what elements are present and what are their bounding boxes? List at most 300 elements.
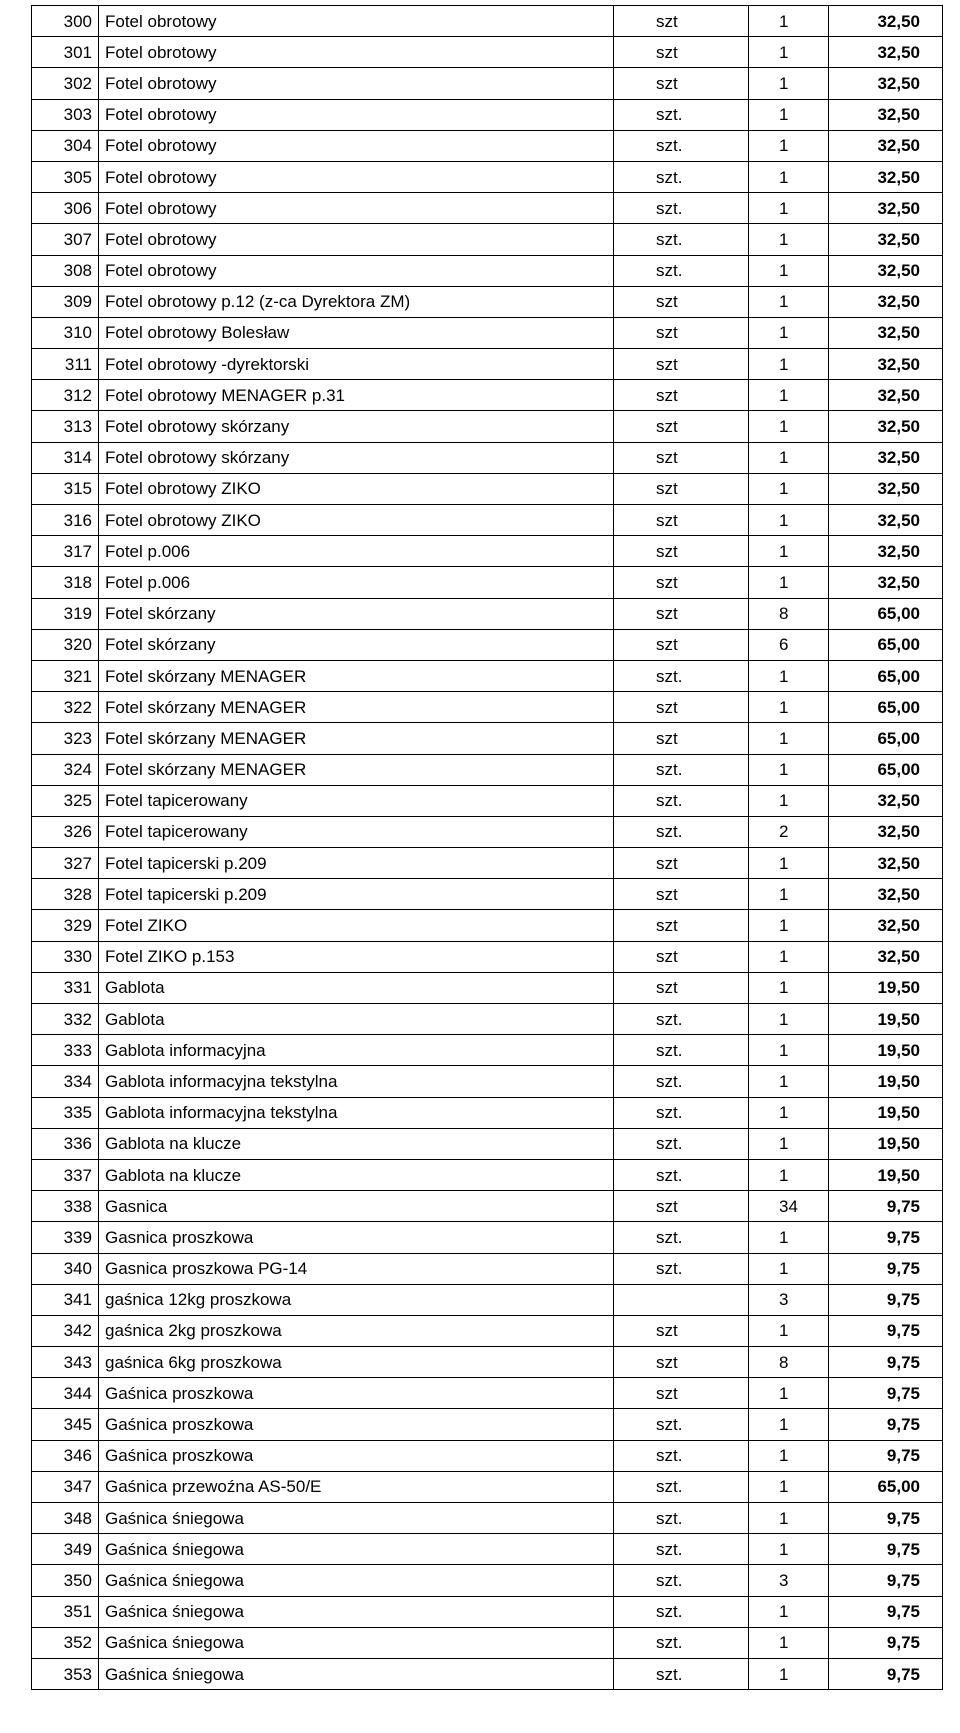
item-name-cell: Fotel obrotowy skórzany <box>99 442 614 473</box>
quantity-cell <box>749 68 829 99</box>
quantity-cell <box>749 1066 829 1097</box>
price-cell: 9,75 <box>829 1347 943 1378</box>
quantity-cell-text: 1 <box>779 479 789 499</box>
item-name-cell: Gablota informacyjna <box>99 1035 614 1066</box>
table-row <box>32 6 943 37</box>
item-name-cell: Fotel ZIKO <box>99 910 614 941</box>
item-name-cell: gaśnica 12kg proszkowa <box>99 1284 614 1315</box>
unit-cell <box>614 1627 749 1658</box>
item-name-cell: Gaśnica śniegowa <box>99 1627 614 1658</box>
unit-cell-text: szt <box>656 916 678 936</box>
inventory-table-body <box>32 6 943 1690</box>
quantity-cell-text: 1 <box>779 1602 789 1622</box>
row-number-cell: 327 <box>32 848 99 879</box>
row-number-cell: 301 <box>32 37 99 68</box>
unit-cell-text: szt. <box>656 229 683 249</box>
quantity-cell-text: 2 <box>779 822 789 842</box>
row-number-cell: 333 <box>32 1035 99 1066</box>
quantity-cell <box>749 1284 829 1315</box>
price-cell: 19,50 <box>829 1035 943 1066</box>
unit-cell-text: szt. <box>656 1103 683 1123</box>
quantity-cell <box>749 723 829 754</box>
price-cell: 9,75 <box>829 1409 943 1440</box>
quantity-cell <box>749 598 829 629</box>
table-row <box>32 161 943 192</box>
price-cell: 19,50 <box>829 972 943 1003</box>
item-name-cell: Gasnica proszkowa <box>99 1222 614 1253</box>
unit-cell-text: szt. <box>656 136 683 156</box>
quantity-cell <box>749 411 829 442</box>
unit-cell <box>614 130 749 161</box>
quantity-cell <box>749 972 829 1003</box>
quantity-cell-text: 1 <box>779 978 789 998</box>
price-cell: 32,50 <box>829 411 943 442</box>
quantity-cell-text: 1 <box>779 1508 789 1528</box>
item-name-cell: Fotel obrotowy <box>99 161 614 192</box>
price-cell: 65,00 <box>829 723 943 754</box>
row-number-cell: 305 <box>32 161 99 192</box>
table-row <box>32 1222 943 1253</box>
quantity-cell-text: 1 <box>779 1071 789 1091</box>
unit-cell-text: szt <box>656 11 678 31</box>
quantity-cell-text: 8 <box>779 1352 789 1372</box>
price-cell: 32,50 <box>829 567 943 598</box>
unit-cell <box>614 879 749 910</box>
quantity-cell <box>749 286 829 317</box>
table-row <box>32 37 943 68</box>
unit-cell-text: szt <box>656 292 678 312</box>
row-number-cell: 321 <box>32 660 99 691</box>
quantity-cell-text: 1 <box>779 1633 789 1653</box>
quantity-cell-text: 1 <box>779 136 789 156</box>
quantity-cell-text: 1 <box>779 448 789 468</box>
quantity-cell <box>749 317 829 348</box>
quantity-cell <box>749 193 829 224</box>
unit-cell-text: szt <box>656 604 678 624</box>
quantity-cell-text: 1 <box>779 666 789 686</box>
unit-cell-text: szt <box>656 510 678 530</box>
unit-cell <box>614 1159 749 1190</box>
row-number-cell: 345 <box>32 1409 99 1440</box>
row-number-cell: 325 <box>32 785 99 816</box>
table-row <box>32 941 943 972</box>
table-row <box>32 848 943 879</box>
table-row <box>32 411 943 442</box>
item-name-cell: Gablota informacyjna tekstylna <box>99 1097 614 1128</box>
item-name-cell: Fotel obrotowy <box>99 99 614 130</box>
item-name-cell: Fotel obrotowy <box>99 6 614 37</box>
unit-cell <box>614 1004 749 1035</box>
unit-cell-text: szt. <box>656 105 683 125</box>
unit-cell <box>614 723 749 754</box>
unit-cell-text: szt <box>656 1352 678 1372</box>
table-row <box>32 1596 943 1627</box>
quantity-cell <box>749 442 829 473</box>
row-number-cell: 349 <box>32 1534 99 1565</box>
row-number-cell: 331 <box>32 972 99 1003</box>
quantity-cell-text: 1 <box>779 1383 789 1403</box>
quantity-cell <box>749 941 829 972</box>
quantity-cell-text: 1 <box>779 1477 789 1497</box>
table-row <box>32 255 943 286</box>
price-cell: 32,50 <box>829 536 943 567</box>
row-number-cell: 329 <box>32 910 99 941</box>
item-name-cell: Fotel obrotowy <box>99 130 614 161</box>
row-number-cell: 307 <box>32 224 99 255</box>
price-cell: 19,50 <box>829 1159 943 1190</box>
quantity-cell <box>749 629 829 660</box>
item-name-cell: Fotel obrotowy MENAGER p.31 <box>99 380 614 411</box>
price-cell: 65,00 <box>829 660 943 691</box>
table-row <box>32 286 943 317</box>
unit-cell <box>614 629 749 660</box>
price-cell: 9,75 <box>829 1253 943 1284</box>
item-name-cell: Gasnica proszkowa PG-14 <box>99 1253 614 1284</box>
unit-cell-text: szt <box>656 728 678 748</box>
inventory-table <box>31 5 943 1690</box>
item-name-cell: Gablota <box>99 972 614 1003</box>
quantity-cell <box>749 255 829 286</box>
quantity-cell-text: 3 <box>779 1290 789 1310</box>
table-row <box>32 879 943 910</box>
price-cell: 9,75 <box>829 1440 943 1471</box>
table-row <box>32 1658 943 1689</box>
quantity-cell-text: 3 <box>779 1570 789 1590</box>
quantity-cell <box>749 692 829 723</box>
quantity-cell-text: 1 <box>779 728 789 748</box>
item-name-cell: Gaśnica proszkowa <box>99 1440 614 1471</box>
quantity-cell-text: 1 <box>779 1040 789 1060</box>
unit-cell-text: szt <box>656 1321 678 1341</box>
quantity-cell-text: 1 <box>779 73 789 93</box>
row-number-cell: 335 <box>32 1097 99 1128</box>
quantity-cell-text: 34 <box>779 1196 798 1216</box>
row-number-cell: 330 <box>32 941 99 972</box>
price-cell: 32,50 <box>829 224 943 255</box>
row-number-cell: 304 <box>32 130 99 161</box>
table-row <box>32 1503 943 1534</box>
quantity-cell <box>749 1627 829 1658</box>
quantity-cell-text: 1 <box>779 354 789 374</box>
item-name-cell: Fotel p.006 <box>99 567 614 598</box>
table-row <box>32 224 943 255</box>
table-row <box>32 1471 943 1502</box>
price-cell: 32,50 <box>829 442 943 473</box>
price-cell: 9,75 <box>829 1658 943 1689</box>
table-row <box>32 754 943 785</box>
quantity-cell-text: 1 <box>779 1415 789 1435</box>
table-row <box>32 1627 943 1658</box>
price-cell: 32,50 <box>829 317 943 348</box>
price-cell: 9,75 <box>829 1596 943 1627</box>
table-row <box>32 380 943 411</box>
table-row <box>32 972 943 1003</box>
item-name-cell: Gaśnica przewoźna AS-50/E <box>99 1471 614 1502</box>
unit-cell <box>614 848 749 879</box>
price-cell: 19,50 <box>829 1128 943 1159</box>
unit-cell-text: szt. <box>656 1165 683 1185</box>
item-name-cell: Gaśnica śniegowa <box>99 1565 614 1596</box>
quantity-cell <box>749 1409 829 1440</box>
unit-cell-text: szt <box>656 697 678 717</box>
quantity-cell <box>749 1004 829 1035</box>
item-name-cell: Fotel obrotowy p.12 (z-ca Dyrektora ZM) <box>99 286 614 317</box>
unit-cell-text: szt. <box>656 1633 683 1653</box>
price-cell: 9,75 <box>829 1565 943 1596</box>
unit-cell-text: szt. <box>656 1602 683 1622</box>
quantity-cell <box>749 1565 829 1596</box>
unit-cell <box>614 785 749 816</box>
table-row <box>32 349 943 380</box>
unit-cell-text: szt. <box>656 1415 683 1435</box>
quantity-cell <box>749 1658 829 1689</box>
unit-cell <box>614 161 749 192</box>
unit-cell <box>614 442 749 473</box>
unit-cell-text: szt <box>656 635 678 655</box>
quantity-cell <box>749 1440 829 1471</box>
price-cell: 65,00 <box>829 1471 943 1502</box>
unit-cell <box>614 473 749 504</box>
row-number-cell: 334 <box>32 1066 99 1097</box>
price-cell: 9,75 <box>829 1315 943 1346</box>
row-number-cell: 339 <box>32 1222 99 1253</box>
table-row <box>32 68 943 99</box>
row-number-cell: 337 <box>32 1159 99 1190</box>
row-number-cell: 311 <box>32 349 99 380</box>
unit-cell-text: szt. <box>656 1040 683 1060</box>
unit-cell <box>614 1347 749 1378</box>
price-cell: 32,50 <box>829 380 943 411</box>
quantity-cell <box>749 6 829 37</box>
quantity-cell-text: 1 <box>779 1446 789 1466</box>
item-name-cell: gaśnica 2kg proszkowa <box>99 1315 614 1346</box>
table-row <box>32 99 943 130</box>
quantity-cell <box>749 1253 829 1284</box>
unit-cell-text: szt <box>656 479 678 499</box>
item-name-cell: Gaśnica proszkowa <box>99 1409 614 1440</box>
quantity-cell-text: 1 <box>779 1227 789 1247</box>
table-row <box>32 692 943 723</box>
quantity-cell-text: 1 <box>779 1259 789 1279</box>
quantity-cell <box>749 910 829 941</box>
table-row <box>32 1565 943 1596</box>
table-row <box>32 130 943 161</box>
row-number-cell: 314 <box>32 442 99 473</box>
table-row <box>32 816 943 847</box>
unit-cell <box>614 598 749 629</box>
unit-cell <box>614 972 749 1003</box>
quantity-cell <box>749 1378 829 1409</box>
table-row <box>32 1378 943 1409</box>
table-row <box>32 473 943 504</box>
quantity-cell-text: 1 <box>779 1321 789 1341</box>
quantity-cell-text: 1 <box>779 11 789 31</box>
unit-cell-text: szt <box>656 1196 678 1216</box>
price-cell: 32,50 <box>829 785 943 816</box>
unit-cell-text: szt. <box>656 1446 683 1466</box>
unit-cell-text: szt <box>656 978 678 998</box>
price-cell: 9,75 <box>829 1284 943 1315</box>
item-name-cell: Fotel tapicerski p.209 <box>99 879 614 910</box>
row-number-cell: 328 <box>32 879 99 910</box>
unit-cell <box>614 380 749 411</box>
quantity-cell <box>749 1503 829 1534</box>
price-cell: 65,00 <box>829 598 943 629</box>
unit-cell-text: szt. <box>656 1664 683 1684</box>
row-number-cell: 332 <box>32 1004 99 1035</box>
quantity-cell-text: 1 <box>779 760 789 780</box>
table-row <box>32 1191 943 1222</box>
unit-cell <box>614 193 749 224</box>
unit-cell <box>614 1534 749 1565</box>
row-number-cell: 320 <box>32 629 99 660</box>
unit-cell <box>614 6 749 37</box>
quantity-cell-text: 1 <box>779 791 789 811</box>
unit-cell <box>614 1596 749 1627</box>
quantity-cell-text: 1 <box>779 1165 789 1185</box>
row-number-cell: 353 <box>32 1658 99 1689</box>
row-number-cell: 315 <box>32 473 99 504</box>
item-name-cell: Gaśnica śniegowa <box>99 1534 614 1565</box>
quantity-cell <box>749 473 829 504</box>
quantity-cell <box>749 879 829 910</box>
unit-cell <box>614 1097 749 1128</box>
unit-cell-text: szt <box>656 448 678 468</box>
unit-cell <box>614 1035 749 1066</box>
row-number-cell: 346 <box>32 1440 99 1471</box>
item-name-cell: Fotel obrotowy Bolesław <box>99 317 614 348</box>
unit-cell-text: szt. <box>656 1009 683 1029</box>
row-number-cell: 316 <box>32 505 99 536</box>
quantity-cell-text: 1 <box>779 42 789 62</box>
quantity-cell <box>749 1596 829 1627</box>
quantity-cell-text: 1 <box>779 261 789 281</box>
unit-cell <box>614 1222 749 1253</box>
row-number-cell: 300 <box>32 6 99 37</box>
price-cell: 9,75 <box>829 1222 943 1253</box>
row-number-cell: 303 <box>32 99 99 130</box>
quantity-cell-text: 1 <box>779 541 789 561</box>
item-name-cell: Gaśnica proszkowa <box>99 1378 614 1409</box>
quantity-cell <box>749 349 829 380</box>
item-name-cell: gaśnica 6kg proszkowa <box>99 1347 614 1378</box>
unit-cell-text: szt. <box>656 1508 683 1528</box>
price-cell: 9,75 <box>829 1503 943 1534</box>
table-row <box>32 567 943 598</box>
unit-cell <box>614 349 749 380</box>
item-name-cell: Fotel obrotowy <box>99 37 614 68</box>
row-number-cell: 323 <box>32 723 99 754</box>
price-cell: 32,50 <box>829 37 943 68</box>
price-cell: 32,50 <box>829 473 943 504</box>
row-number-cell: 310 <box>32 317 99 348</box>
row-number-cell: 308 <box>32 255 99 286</box>
price-cell: 32,50 <box>829 286 943 317</box>
item-name-cell: Gasnica <box>99 1191 614 1222</box>
quantity-cell-text: 1 <box>779 1009 789 1029</box>
quantity-cell <box>749 99 829 130</box>
item-name-cell: Fotel skórzany MENAGER <box>99 660 614 691</box>
unit-cell <box>614 1315 749 1346</box>
row-number-cell: 341 <box>32 1284 99 1315</box>
quantity-cell-text: 6 <box>779 635 789 655</box>
item-name-cell: Fotel skórzany <box>99 629 614 660</box>
quantity-cell <box>749 754 829 785</box>
item-name-cell: Fotel obrotowy -dyrektorski <box>99 349 614 380</box>
row-number-cell: 317 <box>32 536 99 567</box>
price-cell: 9,75 <box>829 1378 943 1409</box>
price-cell: 32,50 <box>829 99 943 130</box>
row-number-cell: 312 <box>32 380 99 411</box>
quantity-cell-text: 1 <box>779 323 789 343</box>
item-name-cell: Gaśnica śniegowa <box>99 1658 614 1689</box>
table-row <box>32 1534 943 1565</box>
quantity-cell-text: 1 <box>779 198 789 218</box>
unit-cell-text: szt <box>656 73 678 93</box>
unit-cell <box>614 816 749 847</box>
unit-cell <box>614 941 749 972</box>
row-number-cell: 352 <box>32 1627 99 1658</box>
table-row <box>32 1409 943 1440</box>
table-row <box>32 317 943 348</box>
unit-cell <box>614 224 749 255</box>
table-row <box>32 1128 943 1159</box>
item-name-cell: Gablota informacyjna tekstylna <box>99 1066 614 1097</box>
table-row <box>32 193 943 224</box>
row-number-cell: 319 <box>32 598 99 629</box>
price-cell: 65,00 <box>829 629 943 660</box>
table-row <box>32 1066 943 1097</box>
unit-cell-text: szt. <box>656 822 683 842</box>
item-name-cell: Fotel obrotowy <box>99 255 614 286</box>
item-name-cell: Fotel skórzany MENAGER <box>99 692 614 723</box>
row-number-cell: 306 <box>32 193 99 224</box>
quantity-cell-text: 1 <box>779 853 789 873</box>
price-cell: 32,50 <box>829 68 943 99</box>
unit-cell <box>614 1409 749 1440</box>
price-cell: 19,50 <box>829 1004 943 1035</box>
row-number-cell: 326 <box>32 816 99 847</box>
price-cell: 32,50 <box>829 879 943 910</box>
quantity-cell-text: 1 <box>779 417 789 437</box>
unit-cell <box>614 1284 749 1315</box>
item-name-cell: Fotel obrotowy ZIKO <box>99 473 614 504</box>
item-name-cell: Fotel skórzany MENAGER <box>99 754 614 785</box>
row-number-cell: 340 <box>32 1253 99 1284</box>
unit-cell-text: szt. <box>656 1570 683 1590</box>
row-number-cell: 336 <box>32 1128 99 1159</box>
quantity-cell-text: 1 <box>779 510 789 530</box>
quantity-cell <box>749 1534 829 1565</box>
row-number-cell: 343 <box>32 1347 99 1378</box>
quantity-cell <box>749 1347 829 1378</box>
table-row <box>32 1347 943 1378</box>
unit-cell-text: szt. <box>656 1259 683 1279</box>
unit-cell-text: szt <box>656 385 678 405</box>
item-name-cell: Gaśnica śniegowa <box>99 1503 614 1534</box>
unit-cell-text: szt <box>656 1383 678 1403</box>
quantity-cell <box>749 37 829 68</box>
item-name-cell: Fotel tapicerowany <box>99 785 614 816</box>
quantity-cell <box>749 380 829 411</box>
unit-cell <box>614 567 749 598</box>
quantity-cell <box>749 1097 829 1128</box>
table-row <box>32 1004 943 1035</box>
table-row <box>32 598 943 629</box>
quantity-cell-text: 1 <box>779 947 789 967</box>
quantity-cell-text: 1 <box>779 1134 789 1154</box>
price-cell: 32,50 <box>829 941 943 972</box>
